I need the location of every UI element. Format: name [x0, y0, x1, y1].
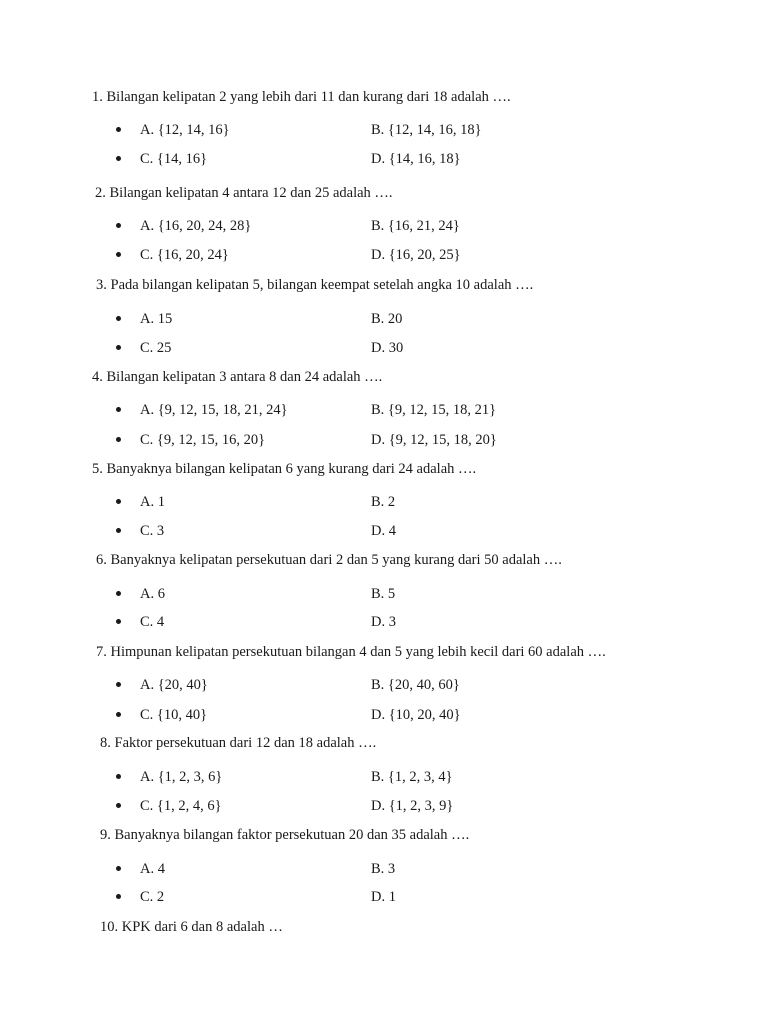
question-5-text: 5. Banyaknya bilangan kelipatan 6 yang kurang dari 24 adalah ….: [92, 461, 477, 477]
bullet-icon: [116, 528, 121, 533]
question-9-text: 9. Banyaknya bilangan faktor persekutuan 20 dan 35 adalah ….: [100, 827, 470, 843]
question-3-text: 3. Pada bilangan kelipatan 5, bilangan keempat setelah angka 10 adalah ….: [96, 277, 534, 293]
bullet-icon: [116, 127, 121, 132]
question-1-option-c: C. {14, 16}: [140, 151, 208, 167]
question-4-text: 4. Bilangan kelipatan 3 antara 8 dan 24 adalah ….: [92, 369, 383, 385]
question-3-option-c: C. 25: [140, 340, 172, 356]
question-1-option-b: B. {12, 14, 16, 18}: [371, 122, 482, 138]
question-2-option-c: C. {16, 20, 24}: [140, 247, 229, 263]
bullet-icon: [116, 437, 121, 442]
question-7-option-a: A. {20, 40}: [140, 677, 208, 693]
question-7-option-d: D. {10, 20, 40}: [371, 707, 461, 723]
question-9-option-d: D. 1: [371, 889, 396, 905]
question-1-text: 1. Bilangan kelipatan 2 yang lebih dari 11 dan kurang dari 18 adalah ….: [92, 89, 511, 105]
question-2-option-b: B. {16, 21, 24}: [371, 218, 460, 234]
question-9-option-c: C. 2: [140, 889, 165, 905]
bullet-icon: [116, 712, 121, 717]
question-8-option-d: D. {1, 2, 3, 9}: [371, 798, 454, 814]
question-6-option-c: C. 4: [140, 614, 165, 630]
bullet-icon: [116, 866, 121, 871]
question-5-option-b: B. 2: [371, 494, 396, 510]
question-7-option-b: B. {20, 40, 60}: [371, 677, 460, 693]
question-2-text: 2. Bilangan kelipatan 4 antara 12 dan 25 adalah ….: [95, 185, 393, 201]
question-8-option-a: A. {1, 2, 3, 6}: [140, 769, 223, 785]
question-6-option-b: B. 5: [371, 586, 396, 602]
bullet-icon: [116, 223, 121, 228]
question-4-option-a: A. {9, 12, 15, 18, 21, 24}: [140, 402, 288, 418]
question-6-option-a: A. 6: [140, 586, 165, 602]
question-5-option-d: D. 4: [371, 523, 396, 539]
bullet-icon: [116, 682, 121, 687]
question-9-option-a: A. 4: [140, 861, 165, 877]
question-8-text: 8. Faktor persekutuan dari 12 dan 18 adalah ….: [100, 735, 377, 751]
bullet-icon: [116, 774, 121, 779]
question-5-option-c: C. 3: [140, 523, 165, 539]
question-2-option-d: D. {16, 20, 25}: [371, 247, 461, 263]
question-3-option-d: D. 30: [371, 340, 404, 356]
question-6-text: 6. Banyaknya kelipatan persekutuan dari 2 dan 5 yang kurang dari 50 adalah ….: [96, 552, 562, 568]
bullet-icon: [116, 499, 121, 504]
question-8-option-b: B. {1, 2, 3, 4}: [371, 769, 453, 785]
question-3-option-a: A. 15: [140, 311, 173, 327]
question-3-option-b: B. 20: [371, 311, 403, 327]
bullet-icon: [116, 619, 121, 624]
question-4-option-c: C. {9, 12, 15, 16, 20}: [140, 432, 266, 448]
question-7-text: 7. Himpunan kelipatan persekutuan bilangan 4 dan 5 yang lebih kecil dari 60 adalah ….: [96, 644, 606, 660]
question-8-option-c: C. {1, 2, 4, 6}: [140, 798, 222, 814]
question-1-option-d: D. {14, 16, 18}: [371, 151, 461, 167]
bullet-icon: [116, 345, 121, 350]
question-10-text: 10. KPK dari 6 dan 8 adalah …: [100, 919, 283, 935]
question-7-option-c: C. {10, 40}: [140, 707, 208, 723]
question-1-option-a: A. {12, 14, 16}: [140, 122, 230, 138]
question-6-option-d: D. 3: [371, 614, 396, 630]
question-5-option-a: A. 1: [140, 494, 165, 510]
bullet-icon: [116, 407, 121, 412]
question-2-option-a: A. {16, 20, 24, 28}: [140, 218, 252, 234]
question-4-option-d: D. {9, 12, 15, 18, 20}: [371, 432, 497, 448]
bullet-icon: [116, 591, 121, 596]
question-9-option-b: B. 3: [371, 861, 396, 877]
bullet-icon: [116, 894, 121, 899]
bullet-icon: [116, 156, 121, 161]
bullet-icon: [116, 803, 121, 808]
question-4-option-b: B. {9, 12, 15, 18, 21}: [371, 402, 497, 418]
bullet-icon: [116, 316, 121, 321]
bullet-icon: [116, 252, 121, 257]
